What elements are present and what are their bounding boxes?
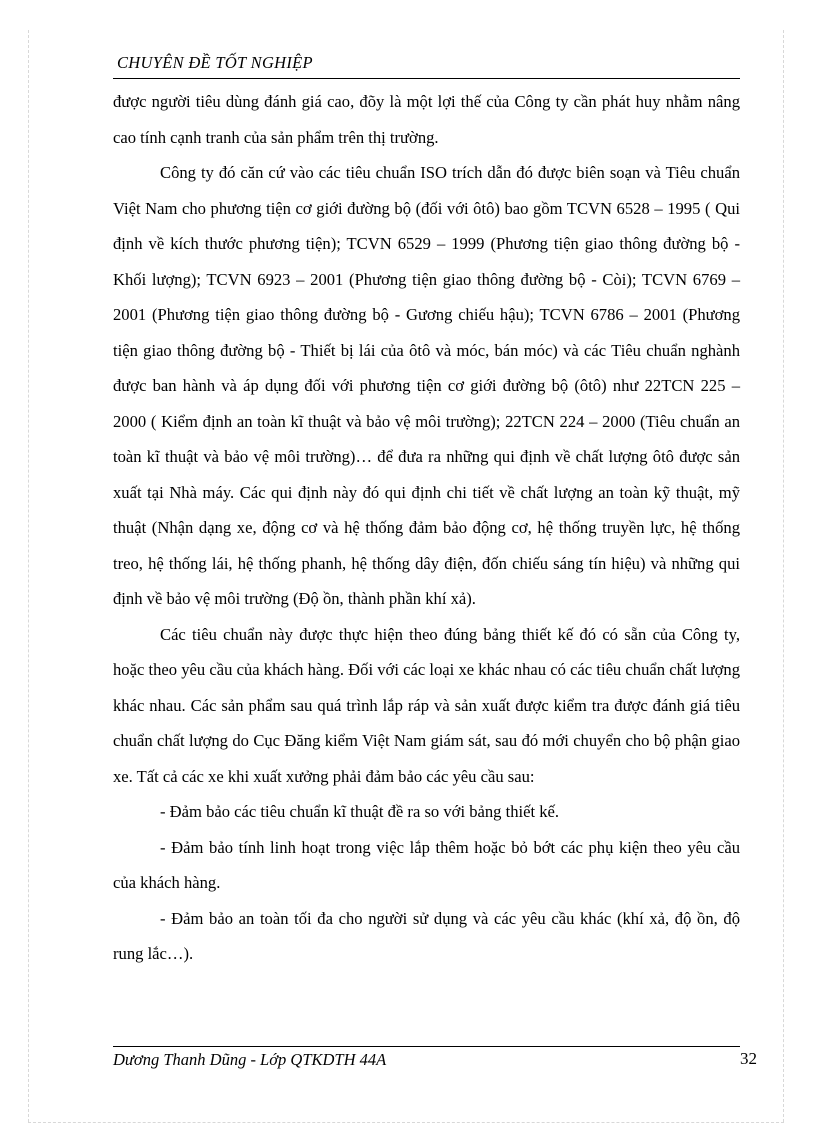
document-body (113, 84, 740, 972)
footer-author: Dương Thanh Dũng - Lớp QTKDTH 44A (113, 1050, 387, 1069)
paragraph-continuation: được người tiêu dùng đánh giá cao, đõy là một lợi thế của Công ty cần phát huy nhằm nâng cao tính cạnh tranh của sản phẩm trên thị trường. (113, 92, 740, 147)
page-footer (113, 1046, 740, 1069)
list-item-flexibility: - Đảm bảo tính linh hoạt trong việc lắp thêm hoặc bỏ bớt các phụ kiện theo yêu cầu của khách hàng. (113, 837, 740, 892)
page-header (113, 50, 740, 79)
list-item-safety: - Đảm bảo an toàn tối đa cho người sử dụng và các yêu cầu khác (khí xả, độ ồn, độ rung lắc…). (113, 908, 740, 963)
header-title: CHUYÊN ĐỀ TỐT NGHIỆP (117, 53, 313, 72)
paragraph-standards: Công ty đó căn cứ vào các tiêu chuẩn ISO trích dẫn đó được biên soạn và Tiêu chuẩn Việt Nam cho phương tiện cơ giới đường bộ (đối với ôtô) bao gồm TCVN 6528 – 1995 ( Qui định về kích thước phương tiện); TCVN 6529 – 1999 (Phương tiện giao thông đường bộ - Khối lượng); TCVN 6923 – 2001 (Phương tiện giao thông đường bộ - Còi); TCVN 6769 – 2001 (Phương tiện giao thông đường bộ - Gương chiếu hậu); TCVN 6786 – 2001 (Phương tiện giao thông đường bộ - Thiết bị lái của ôtô và móc, bán móc) và các Tiêu chuẩn nghành được ban hành và áp dụng đối với phương tiện cơ giới đường bộ (ôtô) như 22TCN 225 – 2000 ( Kiểm định an toàn kĩ thuật và bảo vệ môi trường); 22TCN 224 – 2000 (Tiêu chuẩn an toàn kĩ thuật và bảo vệ môi trường)… để đưa ra những qui định về chất lượng ôtô được sản xuất tại Nhà máy. Các qui định này đó qui định chi tiết về chất lượng an toàn kỹ thuật, mỹ thuật (Nhận dạng xe, động cơ và hệ thống đảm bảo động cơ, hệ thống truyền lực, hệ thống treo, hệ thống lái, hệ thống phanh, hệ thống dây điện, đốn chiếu sáng tín hiệu) và những qui định về bảo vệ môi trường (Độ ồn, thành phần khí xả). (113, 163, 740, 608)
list-item-technical-standards: - Đảm bảo các tiêu chuẩn kĩ thuật đề ra so với bảng thiết kế. (160, 802, 560, 821)
paragraph-requirements: Các tiêu chuẩn này được thực hiện theo đúng bảng thiết kế đó có sẵn của Công ty, hoặc theo yêu cầu của khách hàng. Đối với các loại xe khác nhau có các tiêu chuẩn chất lượng khác nhau. Các sản phẩm sau quá trình lắp ráp và sản xuất được kiểm tra được đánh giá tiêu chuẩn chất lượng do Cục Đăng kiểm Việt Nam giám sát, sau đó mới chuyển cho bộ phận giao xe. Tất cả các xe khi xuất xưởng phải đảm bảo các yêu cầu sau: (113, 624, 740, 786)
page-number: 32 (740, 1049, 757, 1068)
